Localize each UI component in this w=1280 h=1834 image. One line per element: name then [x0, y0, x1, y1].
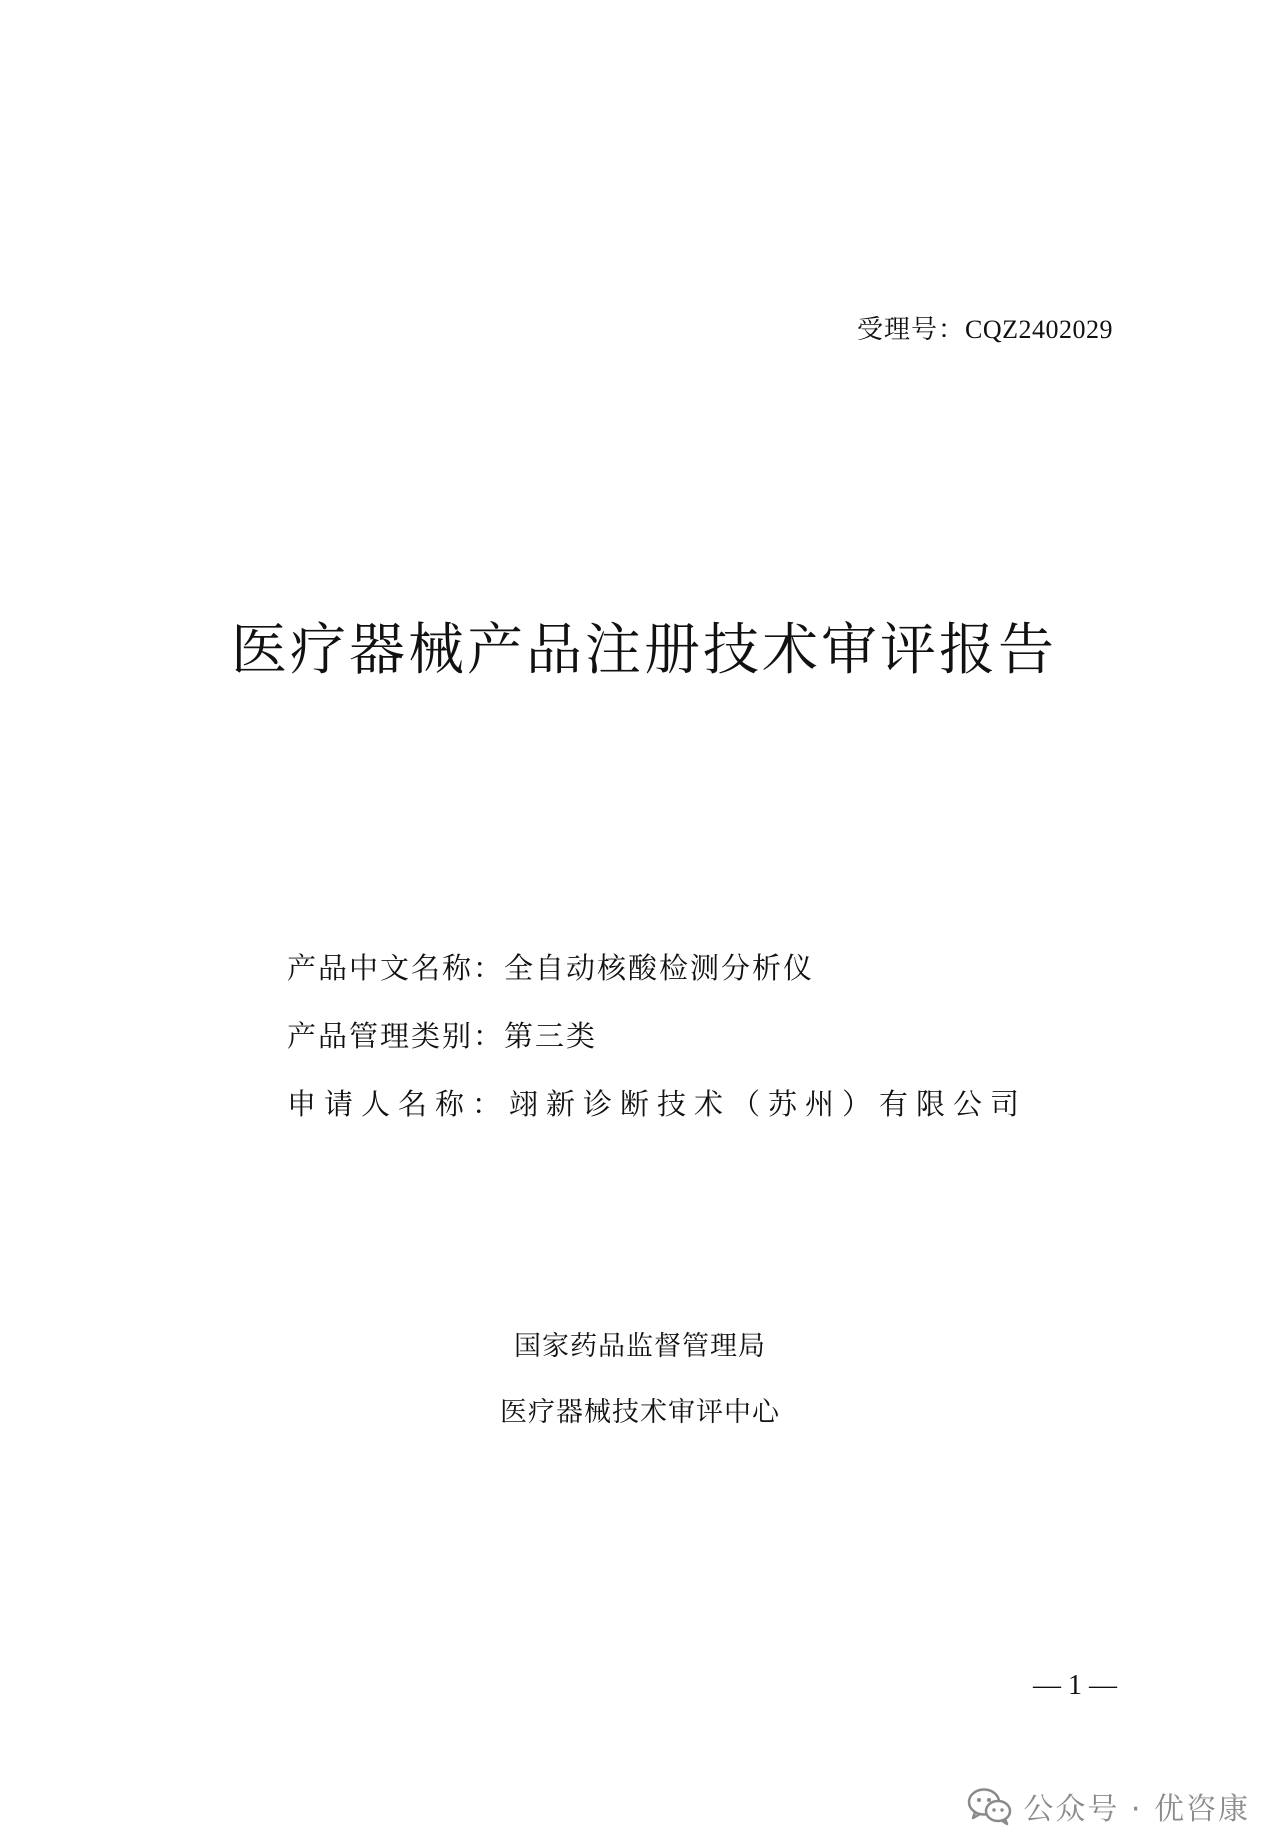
- product-class-label: 产品管理类别：: [287, 1019, 505, 1053]
- acceptance-label: 受理号：: [856, 315, 965, 345]
- product-chinese-name-value: 全自动核酸检测分析仪: [504, 951, 815, 985]
- product-chinese-name-label: 产品中文名称：: [287, 951, 505, 985]
- applicant-label: 申请人名称：: [287, 1087, 510, 1121]
- watermark-text: 公众号 · 优咨康: [1023, 1792, 1250, 1827]
- document-title: 医疗器械产品注册技术审评报告: [231, 618, 1057, 683]
- applicant-row: [287, 1084, 1027, 1124]
- acceptance-number: CQZ2402029: [965, 315, 1113, 344]
- acceptance-number-line: [857, 312, 1113, 348]
- applicant-value: 翊新诊断技术（苏州）有限公司: [509, 1087, 1028, 1121]
- issuer-block: [0, 1328, 1280, 1460]
- issuer-center: 医疗器械技术审评中心: [500, 1397, 780, 1428]
- product-chinese-name-row: [287, 948, 1027, 988]
- wechat-icon: [967, 1786, 1013, 1826]
- page-number: — 1 —: [1033, 1670, 1117, 1701]
- watermark: [967, 1782, 1250, 1830]
- product-info-block: [287, 948, 1027, 1152]
- issuer-agency: 国家药品监督管理局: [514, 1331, 766, 1362]
- product-class-row: [287, 1016, 1027, 1056]
- product-class-value: 第三类: [504, 1019, 598, 1053]
